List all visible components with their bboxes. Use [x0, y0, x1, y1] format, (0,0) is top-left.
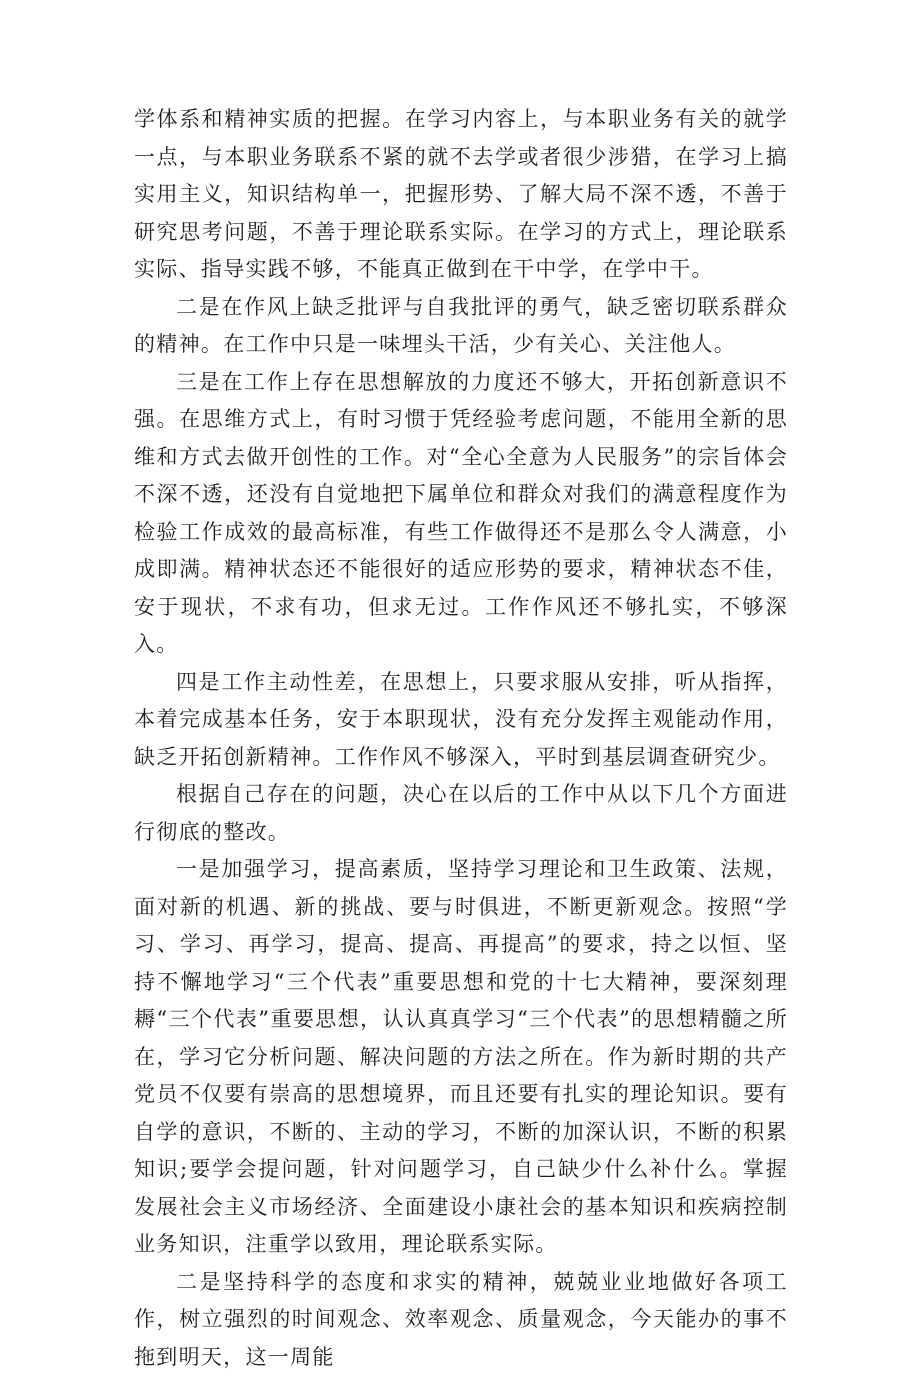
paragraph-4: 四是工作主动性差，在思想上，只要求服从安排，听从指挥，本着完成基本任务，安于本职现状，没有充分发挥主观能动作用，缺乏开拓创新精神。工作作风不够深入，平时到基层调查研究少。 — [134, 664, 788, 777]
paragraph-2: 二是在作风上缺乏批评与自我批评的勇气，缺乏密切联系群众的精神。在工作中只是一味埋头干活，少有关心、关注他人。 — [134, 289, 788, 364]
document-body — [134, 101, 788, 1376]
paragraph-continued: 学体系和精神实质的把握。在学习内容上，与本职业务有关的就学一点，与本职业务联系不紧的就不去学或者很少涉猎，在学习上搞实用主义，知识结构单一，把握形势、了解大局不深不透，不善于研究思考问题，不善于理论联系实际。在学习的方式上，理论联系实际、指导实践不够，不能真正做到在干中学，在学中干。 — [134, 101, 788, 289]
paragraph-3: 三是在工作上存在思想解放的力度还不够大，开拓创新意识不强。在思维方式上，有时习惯于凭经验考虑问题，不能用全新的思维和方式去做开创性的工作。对“全心全意为人民服务”的宗旨体会不深不透，还没有自觉地把下属单位和群众对我们的满意程度作为检验工作成效的最高标准，有些工作做得还不是那么令人满意，小成即满。精神状态还不能很好的适应形势的要求，精神状态不佳，安于现状，不求有功，但求无过。工作作风还不够扎实，不够深入。 — [134, 364, 788, 664]
paragraph-5: 根据自己存在的问题，决心在以后的工作中从以下几个方面进行彻底的整改。 — [134, 776, 788, 851]
paragraph-6: 一是加强学习，提高素质，坚持学习理论和卫生政策、法规，面对新的机遇、新的挑战、要与时俱进，不断更新观念。按照“学习、学习、再学习，提高、提高、再提高”的要求，持之以恒、坚持不懈地学习“三个代表”重要思想和党的十七大精神，要深刻理耨“三个代表”重要思想，认认真真学习“三个代表”的思想精髓之所在，学习它分析问题、解决问题的方法之所在。作为新时期的共产党员不仅要有崇高的思想境界，而且还要有扎实的理论知识。要有自学的意识，不断的、主动的学习，不断的加深认识，不断的积累知识;要学会提问题，针对问题学习，自己缺少什么补什么。掌握发展社会主义市场经济、全面建设小康社会的基本知识和疾病控制业务知识，注重学以致用，理论联系实际。 — [134, 851, 788, 1264]
paragraph-7: 二是坚持科学的态度和求实的精神，兢兢业业地做好各项工作，树立强烈的时间观念、效率观念、质量观念，今天能办的事不拖到明天，这一周能 — [134, 1264, 788, 1376]
